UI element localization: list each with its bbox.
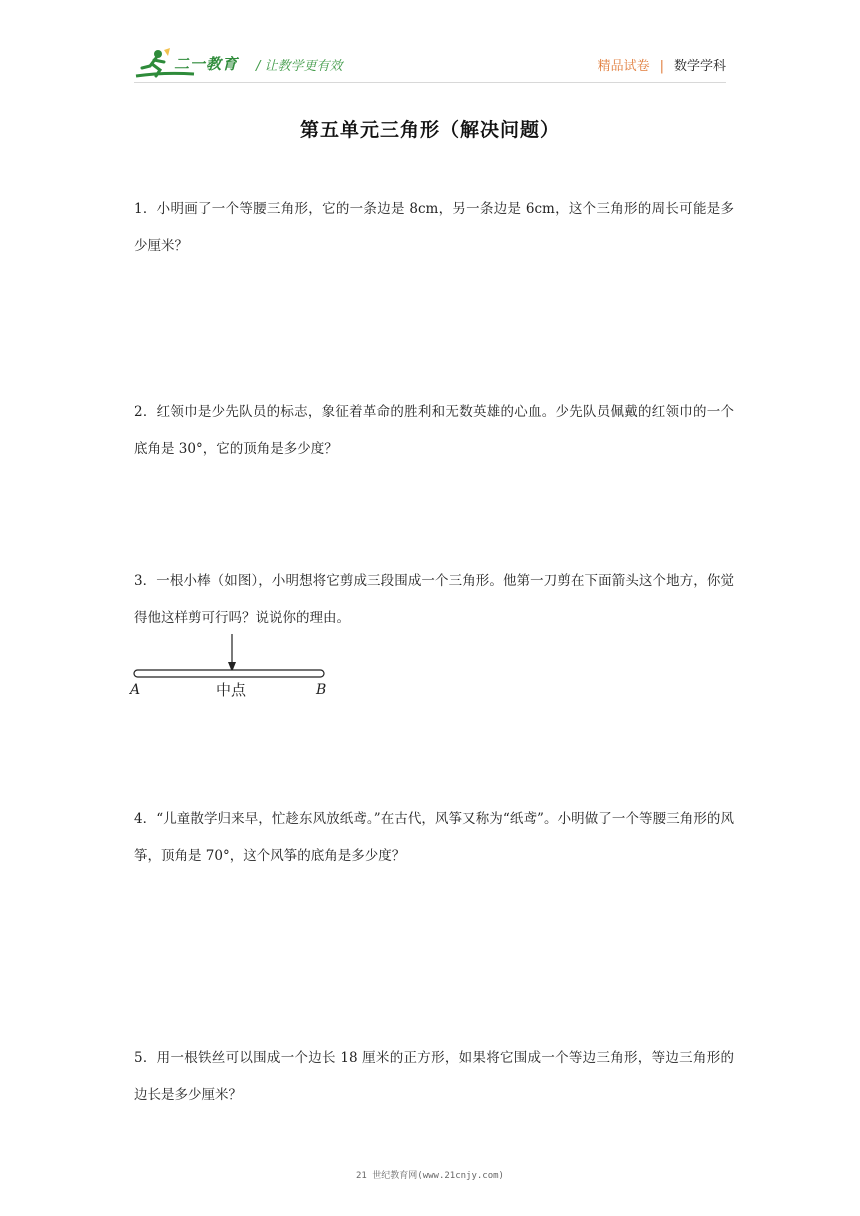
header-divider bbox=[134, 82, 726, 83]
header-right bbox=[598, 55, 726, 74]
question-number: 4． bbox=[134, 811, 157, 827]
question-4 bbox=[134, 801, 734, 875]
question-number: 2． bbox=[134, 404, 157, 420]
question-3 bbox=[134, 563, 734, 637]
stick-figure bbox=[126, 632, 336, 704]
question-text: 红领巾是少先队员的标志，象征着革命的胜利和无数英雄的心血。少先队员佩戴的红领巾的一个底角是 30°，它的顶角是多少度？ bbox=[134, 404, 735, 457]
question-number: 1． bbox=[134, 201, 157, 217]
header-tag: 精品试卷 bbox=[597, 59, 650, 74]
question-2 bbox=[134, 394, 734, 468]
question-1 bbox=[134, 191, 734, 265]
page-title: 第五单元三角形（解决问题） bbox=[299, 119, 560, 141]
question-text: 用一根铁丝可以围成一个边长 18 厘米的正方形，如果将它围成一个等边三角形，等边三角形的边长是多少厘米？ bbox=[134, 1050, 734, 1103]
logo-text: 二一教育 bbox=[174, 55, 239, 73]
question-5 bbox=[134, 1040, 734, 1114]
question-text: 一根小棒（如图），小明想将它剪成三段围成一个三角形。他第一刀剪在下面箭头这个地方，你觉得他这样剪可行吗？说说你的理由。 bbox=[134, 573, 734, 626]
question-text: “儿童散学归来早，忙趁东风放纸鸢。”在古代，风筝又称为“纸鸢”。小明做了一个等腰三角形的风筝，顶角是 70°，这个风筝的底角是多少度？ bbox=[134, 811, 734, 864]
page-header bbox=[0, 0, 860, 90]
page-footer: 21 世纪教育网(www.21cnjy.com) bbox=[356, 1171, 504, 1181]
header-separator: | bbox=[659, 59, 664, 74]
label-a: A bbox=[130, 682, 141, 698]
header-subject: 数学学科 bbox=[673, 59, 726, 74]
stick bbox=[134, 670, 324, 677]
label-b: B bbox=[316, 682, 327, 698]
question-text: 小明画了一个等腰三角形，它的一条边是 8cm，另一条边是 6cm，这个三角形的周长可能是多少厘米？ bbox=[134, 201, 735, 254]
question-number: 3． bbox=[134, 573, 157, 589]
slogan: / 让教学更有效 bbox=[256, 59, 343, 74]
label-midpoint: 中点 bbox=[216, 681, 247, 699]
question-number: 5． bbox=[134, 1050, 157, 1066]
